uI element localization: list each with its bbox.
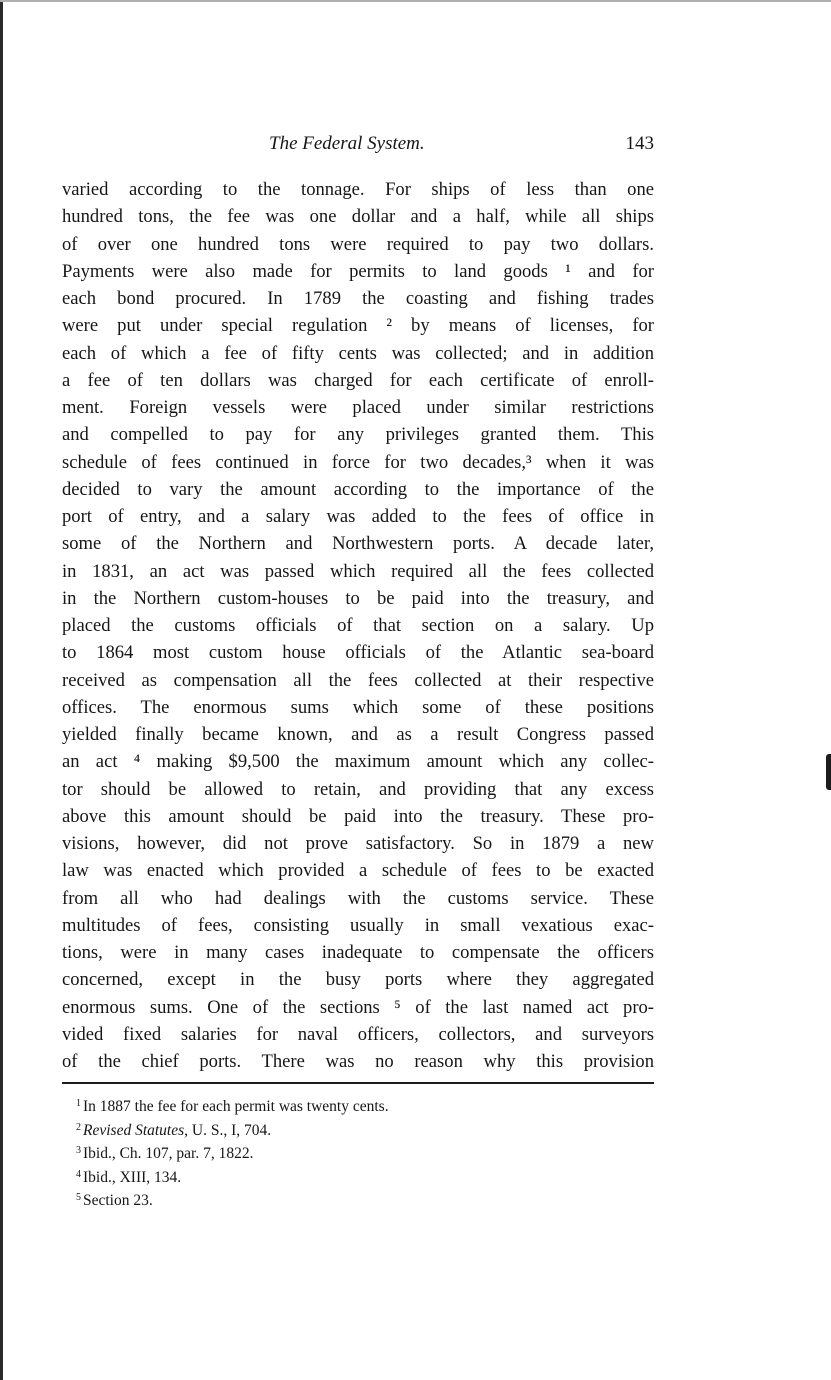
- footnote-4: [76, 1163, 636, 1187]
- footnote-marker: 4: [76, 1168, 81, 1180]
- body-line: each of which a fee of fifty cents was collected; and in addition: [62, 342, 654, 364]
- body-line: concerned, except in the busy ports where they aggregated: [62, 969, 654, 991]
- body-line: decided to vary the amount according to the importance of the: [62, 478, 654, 500]
- footnote-text: In 1887 the fee for each permit was twenty cents.: [83, 1098, 389, 1115]
- scan-left-edge: [0, 0, 3, 1380]
- body-line: tions, were in many cases inadequate to compensate the officers: [62, 942, 654, 963]
- footnote-marker: 2: [76, 1121, 81, 1133]
- body-line: a fee of ten dollars was charged for each certificate of enroll-: [62, 369, 654, 391]
- body-line: were put under special regulation ² by means of licenses, for: [62, 315, 654, 337]
- body-line: of over one hundred tons were required to pay two dollars.: [62, 233, 654, 255]
- body-line: and compelled to pay for any privileges granted them. This: [62, 424, 654, 446]
- footnote-2: [76, 1116, 636, 1140]
- body-line: tor should be allowed to retain, and providing that any excess: [62, 778, 654, 800]
- footnote-1: [76, 1092, 636, 1116]
- body-line: multitudes of fees, consisting usually in small vexatious exac-: [62, 914, 654, 936]
- footnotes: [76, 1092, 636, 1210]
- footnote-text: Section 23.: [83, 1192, 153, 1209]
- footnote-marker: 3: [76, 1145, 81, 1156]
- body-text: [62, 176, 654, 1075]
- body-line: ment. Foreign vessels were placed under similar restrictions: [62, 397, 654, 418]
- body-line: law was enacted which provided a schedule of fees to be exacted: [62, 860, 654, 882]
- body-line: varied according to the tonnage. For ships of less than one: [62, 179, 654, 200]
- body-line: an act ⁴ making $9,500 the maximum amount which any collec-: [62, 751, 654, 773]
- body-line: from all who had dealings with the customs service. These: [62, 887, 654, 909]
- running-head: [62, 130, 654, 158]
- body-line: yielded finally became known, and as a result Congress passed: [62, 724, 654, 745]
- footnote-text: , U. S., I, 704.: [184, 1121, 272, 1139]
- body-line: in the Northern custom-houses to be paid into the treasury, and: [62, 587, 654, 609]
- footnote-text: Ibid., Ch. 107, par. 7, 1822.: [83, 1145, 254, 1162]
- body-line: port of entry, and a salary was added to the fees of office in: [62, 506, 654, 527]
- body-line: of the chief ports. There was no reason why this provision: [62, 1051, 654, 1072]
- body-line: Payments were also made for permits to land goods ¹ and for: [62, 260, 654, 282]
- page-number: 143: [625, 133, 654, 154]
- body-line: to 1864 most custom house officials of the Atlantic sea-board: [62, 642, 654, 664]
- footnote-marker: 1: [76, 1098, 81, 1109]
- scan-top-edge: [0, 0, 831, 2]
- body-line: enormous sums. One of the sections ⁵ of the last named act pro-: [62, 996, 654, 1018]
- footnote-marker: 5: [76, 1192, 81, 1203]
- running-title: The Federal System.: [269, 133, 425, 154]
- body-line: in 1831, an act was passed which required all the fees collected: [62, 560, 654, 582]
- body-line: each bond procured. In 1789 the coasting and fishing trades: [62, 288, 654, 309]
- footnote-3: [76, 1139, 636, 1163]
- footnote-rule: [62, 1082, 654, 1084]
- footnote-italic-title: Revised Statutes: [83, 1121, 185, 1139]
- body-line: schedule of fees continued in force for two decades,³ when it was: [62, 451, 654, 473]
- body-line: above this amount should be paid into the treasury. These pro-: [62, 805, 654, 827]
- body-line: placed the customs officials of that section on a salary. Up: [62, 615, 654, 636]
- body-line: received as compensation all the fees collected at their respective: [62, 669, 654, 691]
- body-line: some of the Northern and Northwestern ports. A decade later,: [62, 533, 654, 555]
- footnote-text: Ibid., XIII, 134.: [83, 1168, 182, 1186]
- body-line: vided fixed salaries for naval officers, collectors, and surveyors: [62, 1023, 654, 1045]
- body-line: visions, however, did not prove satisfactory. So in 1879 a new: [62, 833, 654, 854]
- body-line: offices. The enormous sums which some of these positions: [62, 696, 654, 718]
- footnote-5: [76, 1186, 636, 1210]
- body-line: hundred tons, the fee was one dollar and a half, while all ships: [62, 206, 654, 228]
- scan-right-edge-mark: [826, 754, 831, 790]
